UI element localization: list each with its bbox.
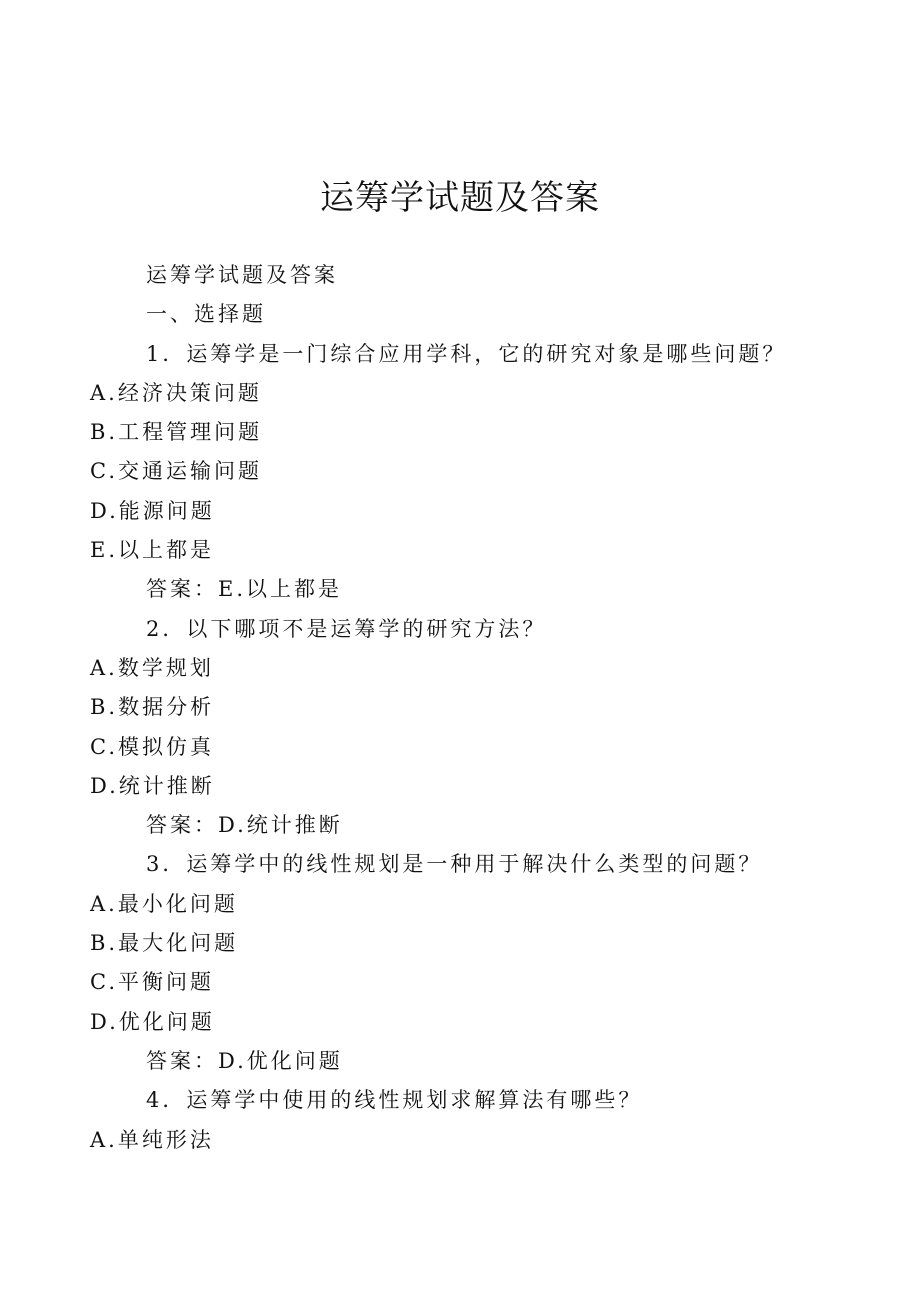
text-line: E.以上都是 — [90, 538, 215, 563]
text-line: 答案：E.以上都是 — [146, 577, 343, 602]
document-title: 运筹学试题及答案 — [320, 178, 600, 218]
text-line: A.数学规划 — [90, 655, 214, 680]
text-line: 4．运筹学中使用的线性规划求解算法有哪些？ — [146, 1088, 643, 1113]
text-line: B.工程管理问题 — [90, 420, 263, 445]
text-line: B.数据分析 — [90, 695, 215, 720]
text-line: B.最大化问题 — [90, 931, 239, 956]
text-line: 3．运筹学中的线性规划是一种用于解决什么类型的问题？ — [146, 852, 763, 877]
text-line: D.优化问题 — [90, 1009, 215, 1034]
text-line: A.最小化问题 — [90, 891, 238, 916]
text-line: 答案：D.统计推断 — [146, 813, 343, 838]
text-line: A.经济决策问题 — [90, 380, 262, 405]
document-body — [90, 256, 850, 1160]
text-line: A.单纯形法 — [90, 1127, 214, 1152]
text-line: 一、选择题 — [146, 302, 266, 327]
text-line: C.模拟仿真 — [90, 734, 214, 759]
text-line: 1．运筹学是一门综合应用学科，它的研究对象是哪些问题？ — [146, 341, 787, 366]
text-line: C.交通运输问题 — [90, 459, 262, 484]
text-line: 2．以下哪项不是运筹学的研究方法？ — [146, 616, 547, 641]
text-line: 答案：D.优化问题 — [146, 1048, 343, 1073]
text-line: D.统计推断 — [90, 773, 215, 798]
text-line: C.平衡问题 — [90, 970, 214, 995]
text-line: 运筹学试题及答案 — [146, 263, 338, 287]
text-line: D.能源问题 — [90, 498, 215, 523]
